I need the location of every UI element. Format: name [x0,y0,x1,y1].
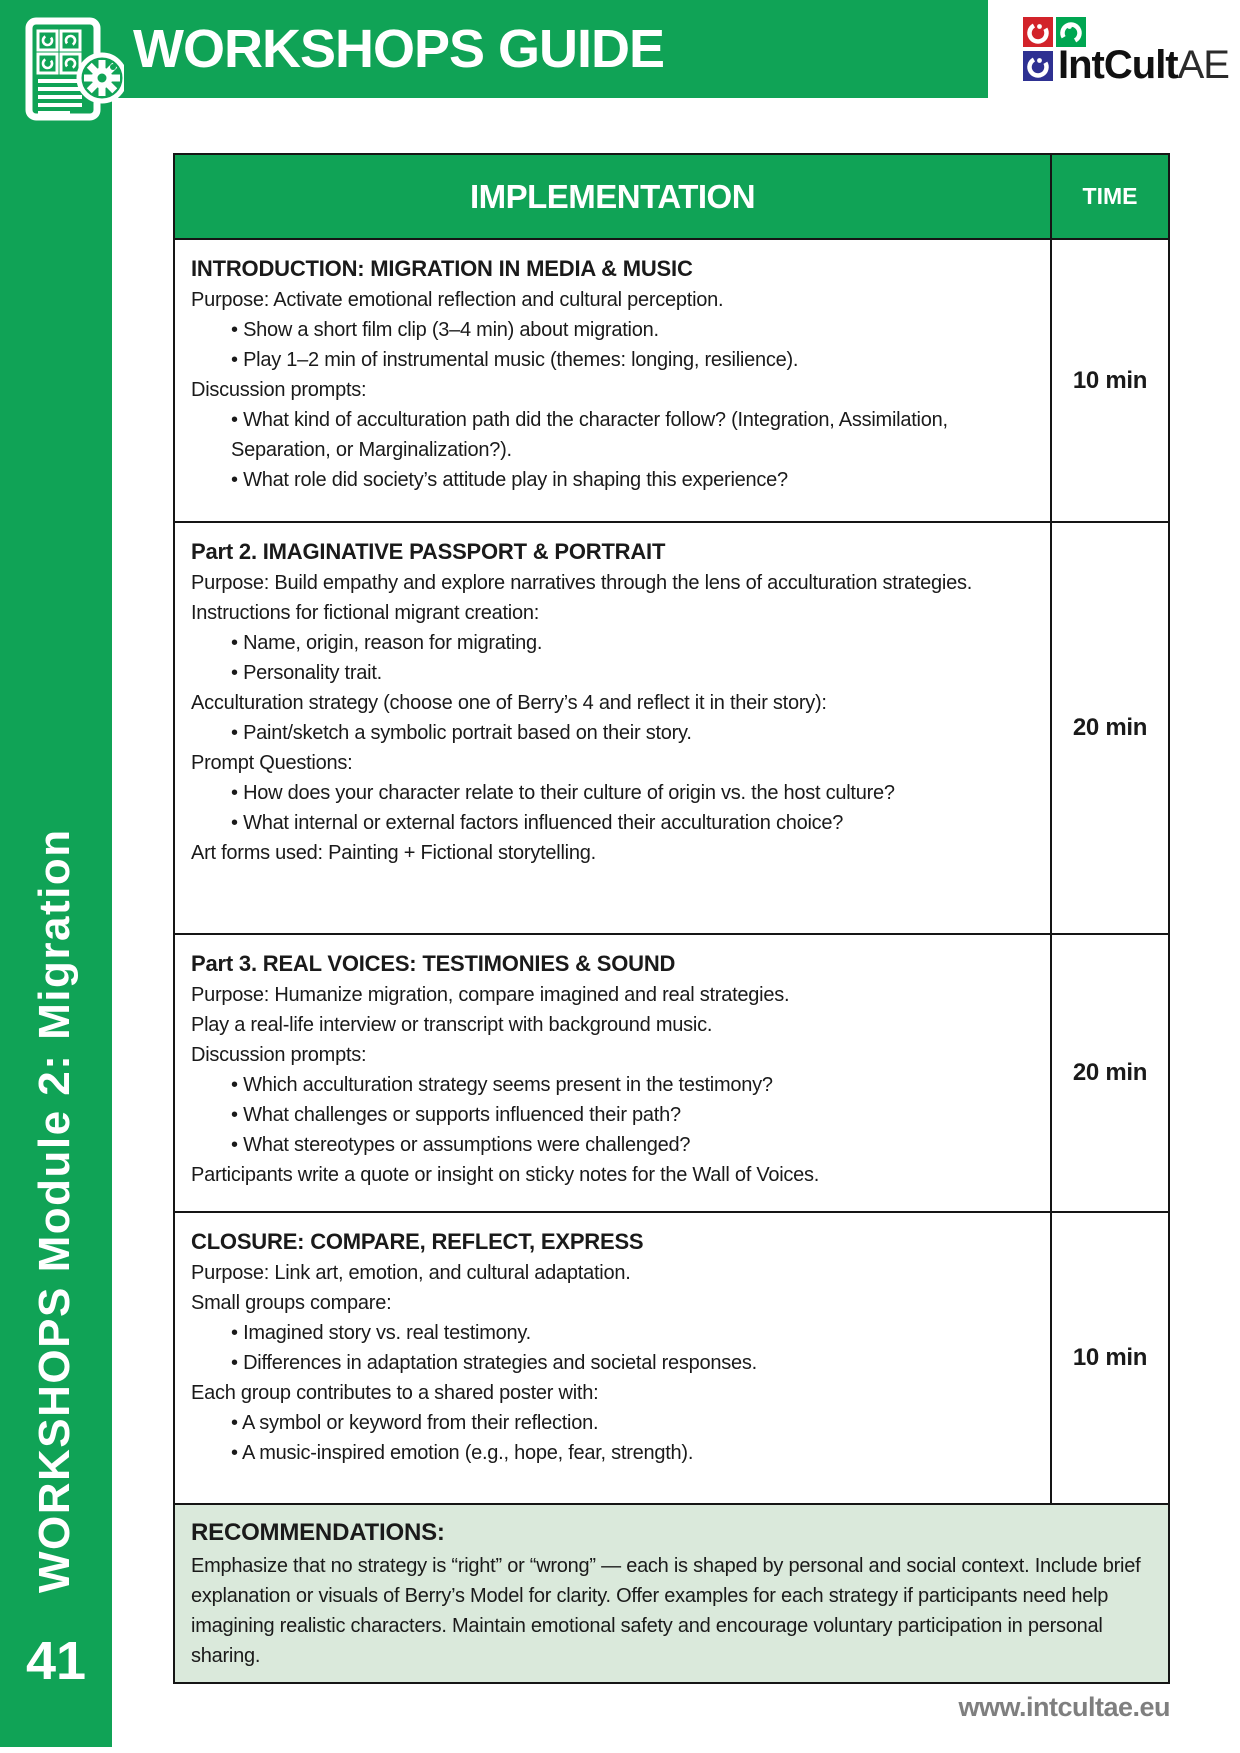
text-line: Purpose: Build empathy and explore narratives through the lens of acculturation strategies. [191,572,973,594]
text-line: Acculturation strategy (choose one of Berry’s 4 and reflect it in their story): [191,692,827,714]
time-cell [1050,935,1168,1211]
bullet-line: • What role did society’s attitude play in shaping this experience? [191,465,1042,495]
brand-text-ae: AE [1177,43,1229,87]
time-value: 10 min [1072,366,1148,394]
table-rows [175,240,1168,1503]
time-cell [1050,1213,1168,1503]
table-row [175,240,1168,521]
bullet-line: • A music-inspired emotion (e.g., hope, fear, strength). [191,1438,1042,1468]
page-title: WORKSHOPS GUIDE [133,19,665,79]
gear-wrench-icon [79,55,124,101]
bullet-line: • Show a short film clip (3–4 min) about migration. [191,315,1042,345]
time-header: TIME [1050,155,1168,238]
time-value: 20 min [1072,1059,1148,1086]
implementation-table [173,153,1170,1684]
bullet-line: • Imagined story vs. real testimony. [191,1318,1042,1348]
table-row [175,1211,1168,1503]
text-line: Small groups compare: [191,1292,392,1314]
table-row [175,933,1168,1211]
bullet-line: • Paint/sketch a symbolic portrait based on their story. [191,718,1042,748]
sidebar-module-label [30,783,79,1593]
bullet-line: • What challenges or supports influenced their path? [191,1100,1042,1130]
activity-title: Part 3. REAL VOICES: TESTIMONIES & SOUND [191,951,676,976]
text-line: Instructions for fictional migrant creation: [191,602,540,624]
text-line: Discussion prompts: [191,1044,367,1066]
time-value: 20 min [1072,714,1148,741]
sidebar-label-module: Module 2: Migration [30,828,79,1287]
text-line: Each group contributes to a shared poster with: [191,1382,599,1404]
brand-face-blue-icon [1023,51,1053,81]
bullet-line: • What kind of acculturation path did the character follow? (Integration, Assimilation, Separation, or Marginalization?). [191,405,1042,465]
brand-wordmark [1058,43,1229,87]
bullet-line: • Name, origin, reason for migrating. [191,628,1042,658]
text-line: Participants write a quote or insight on sticky notes for the Wall of Voices. [191,1164,820,1186]
bullet-line: • Personality trait. [191,658,1042,688]
activity-cell [175,935,1050,1211]
sidebar-label-workshops: WORKSHOPS [30,1286,79,1593]
activity-cell [175,240,1050,521]
bullet-line: • Differences in adaptation strategies and societal responses. [191,1348,1042,1378]
activity-title: CLOSURE: COMPARE, REFLECT, EXPRESS [191,1229,644,1254]
text-line: Art forms used: Painting + Fictional storytelling. [191,842,596,864]
text-line: Discussion prompts: [191,379,367,401]
recommendations-body: Emphasize that no strategy is “right” or “wrong” — each is shaped by personal and social context. Include brief explanation or visuals of Berry’s Model for clarity. Offer examples for each strategy if participants need help imagining realistic characters. Maintain emotional safety and encourage voluntary participation in personal sharing. [191,1555,1141,1667]
brand-face-red-icon [1023,17,1053,47]
brand-text-intcult: IntCult [1058,43,1178,87]
activity-title: INTRODUCTION: MIGRATION IN MEDIA & MUSIC [191,256,693,281]
recommendations-section [175,1503,1168,1682]
intcultae-logo [1023,17,1229,87]
time-cell [1050,523,1168,933]
time-value: 10 min [1072,1344,1148,1371]
activity-cell [175,1213,1050,1503]
document-gear-icon [20,14,124,126]
activity-title: Part 2. IMAGINATIVE PASSPORT & PORTRAIT [191,539,666,564]
bullet-line: • What internal or external factors influenced their acculturation choice? [191,808,1042,838]
text-line: Play a real-life interview or transcript with background music. [191,1014,713,1036]
activity-cell [175,523,1050,933]
website-url[interactable]: www.intcultae.eu [958,1692,1170,1722]
bullet-line: • How does your character relate to their culture of origin vs. the host culture? [191,778,1042,808]
page-number: 41 [25,1631,87,1691]
implementation-header: IMPLEMENTATION [469,177,756,215]
text-line: Prompt Questions: [191,752,353,774]
time-cell [1050,240,1168,521]
workshops-guide-logo [20,14,124,131]
recommendations-title: RECOMMENDATIONS: [191,1519,445,1546]
table-header-row [175,155,1168,240]
bullet-line: • What stereotypes or assumptions were challenged? [191,1130,1042,1160]
bullet-line: • Play 1–2 min of instrumental music (themes: longing, resilience). [191,345,1042,375]
text-line: Purpose: Humanize migration, compare imagined and real strategies. [191,984,790,1006]
bullet-line: • A symbol or keyword from their reflection. [191,1408,1042,1438]
bullet-line: • Which acculturation strategy seems present in the testimony? [191,1070,1042,1100]
text-line: Purpose: Activate emotional reflection and cultural perception. [191,289,724,311]
table-row [175,521,1168,933]
text-line: Purpose: Link art, emotion, and cultural adaptation. [191,1262,631,1284]
